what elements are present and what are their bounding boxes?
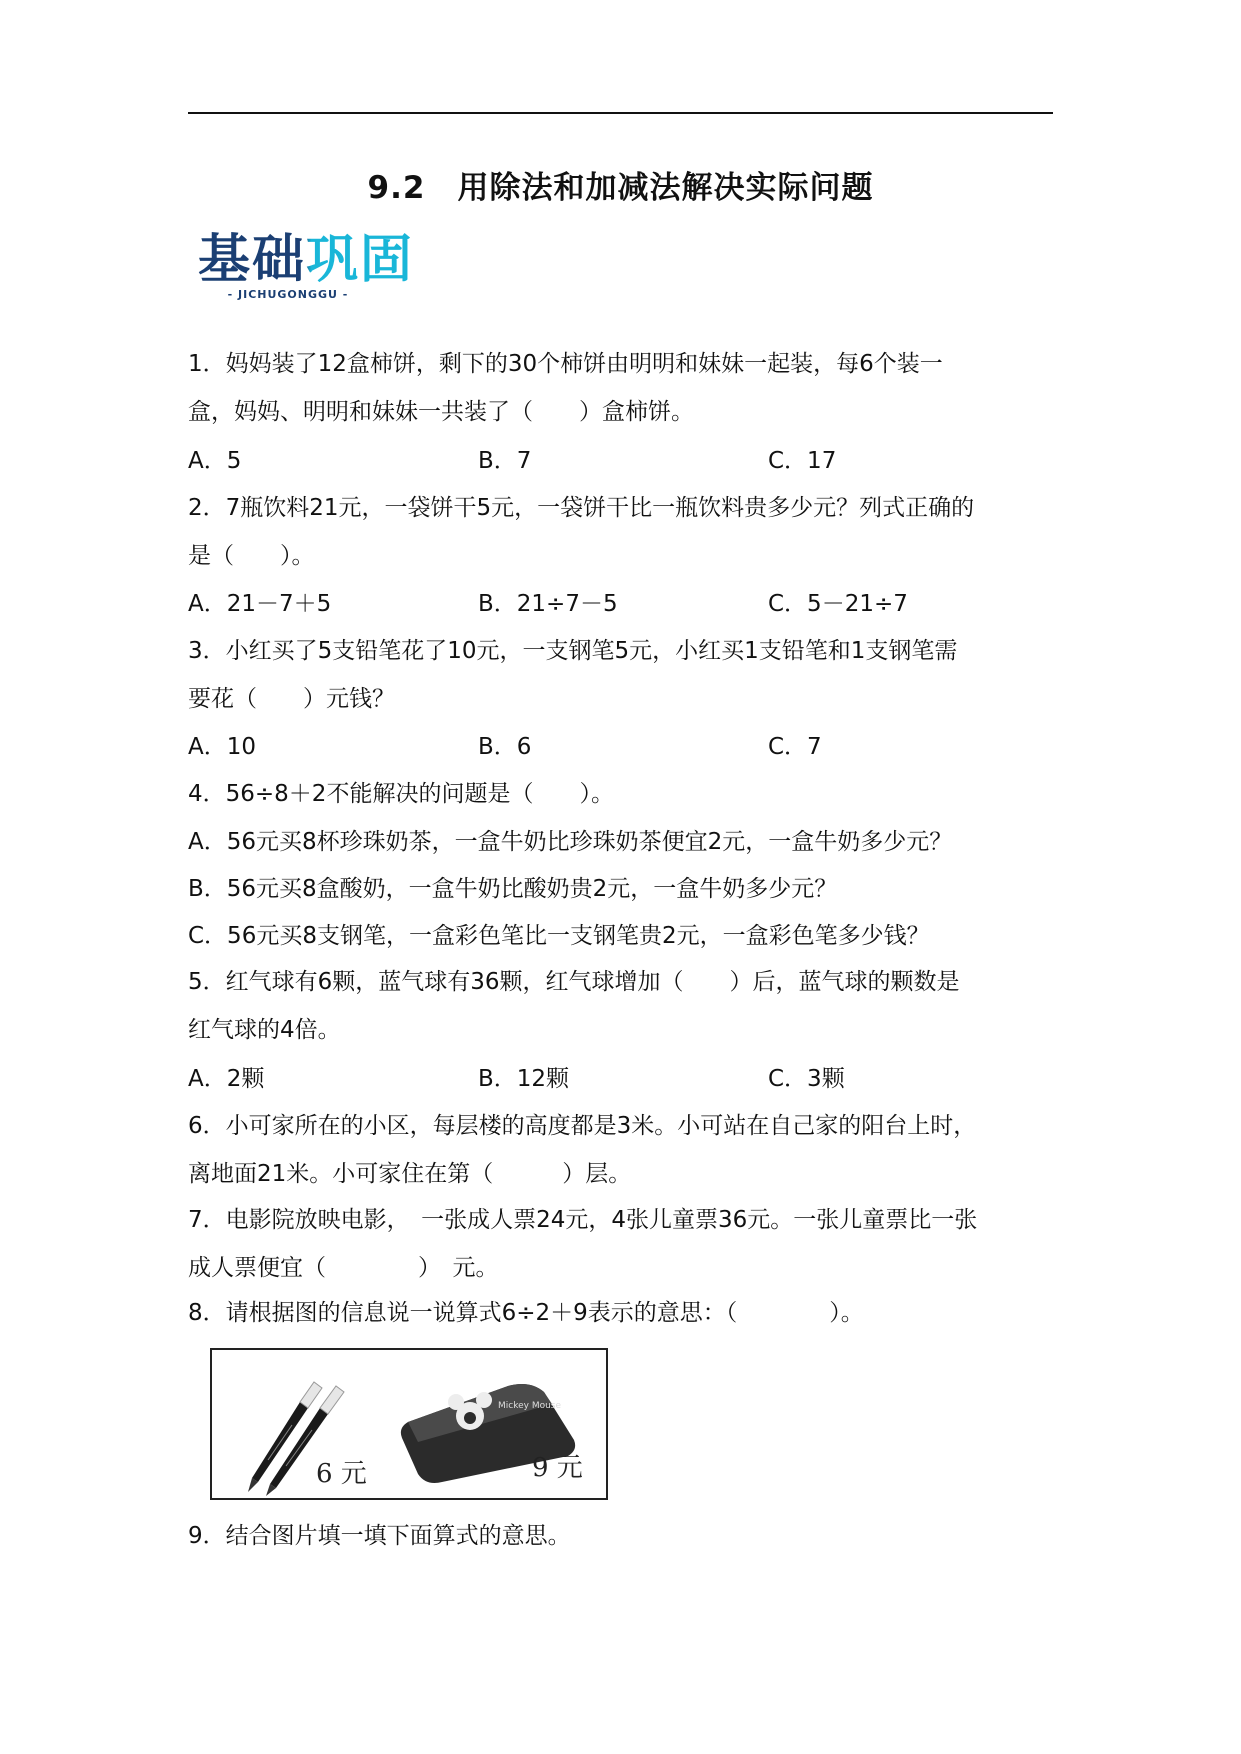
option-c: C．7 (768, 734, 822, 760)
question-text: 红气球的4倍。 (188, 1017, 341, 1043)
option-a: A．2颗 (188, 1066, 265, 1092)
question-text: 4．56÷8＋2不能解决的问题是（ ）。 (188, 781, 614, 807)
question-text: 7．电影院放映电影， 一张成人票24元，4张儿童票36元。一张儿童票比一张 (188, 1207, 978, 1233)
question-text: 6．小可家所在的小区，每层楼的高度都是3米。小可站在自己家的阳台上时， (188, 1113, 977, 1139)
question-3 (188, 627, 1058, 723)
question-9 (188, 1512, 1058, 1560)
question-6 (188, 1102, 1058, 1198)
option-c: C．17 (768, 448, 837, 474)
question-text: 离地面21米。小可家住在第（ ）层。 (188, 1161, 632, 1187)
case-price: 9 元 (532, 1453, 583, 1483)
question-text: 成人票便宜（ ） 元。 (188, 1255, 499, 1281)
pens-price: 6 元 (316, 1459, 367, 1489)
question-text: 8．请根据图的信息说一说算式6÷2＋9表示的意思：（ ）。 (188, 1300, 864, 1326)
question-2 (188, 484, 1058, 580)
page-title: 9.2 用除法和加减法解决实际问题 (367, 170, 874, 206)
question-7 (188, 1196, 1058, 1292)
header-rule (188, 112, 1053, 114)
question-text: 9．结合图片填一填下面算式的意思。 (188, 1523, 571, 1549)
option-b: B．56元买8盒酸奶，一盒牛奶比酸奶贵2元，一盒牛奶多少元？ (188, 876, 838, 902)
option-b: B．12颗 (478, 1066, 570, 1092)
question-8 (188, 1289, 1058, 1337)
badge-title: 基础巩固 (198, 230, 415, 290)
question-text: 1．妈妈装了12盒柿饼，剩下的30个柿饼由明明和妹妹一起装，每6个装一 (188, 351, 943, 377)
question-4 (188, 770, 1058, 818)
option-a: A．5 (188, 448, 242, 474)
badge-subtitle: - JICHUGONGGU - (227, 288, 349, 301)
option-a: A．10 (188, 734, 257, 760)
option-b: B．21÷7－5 (478, 591, 618, 617)
question-text: 是（ ）。 (188, 543, 315, 569)
option-c: C．56元买8支钢笔，一盒彩色笔比一支钢笔贵2元，一盒彩色笔多少钱？ (188, 923, 930, 949)
option-b: B．7 (478, 448, 532, 474)
question-text: 3．小红买了5支铅笔花了10元，一支钢笔5元，小红买1支铅笔和1支钢笔需 (188, 638, 958, 664)
question-text: 要花（ ）元钱？ (188, 686, 395, 712)
option-a: A．21－7＋5 (188, 591, 332, 617)
section-badge (198, 230, 416, 306)
question-text: 盒，妈妈、明明和妹妹一共装了（ ）盒柿饼。 (188, 399, 694, 425)
question-1 (188, 340, 1058, 436)
case-label: Mickey Mouse (498, 1401, 562, 1411)
question-text: 5．红气球有6颗，蓝气球有36颗，红气球增加（ ）后，蓝气球的颗数是 (188, 969, 960, 995)
pens-and-pencil-case-image (212, 1350, 606, 1498)
option-c: C．5－21÷7 (768, 591, 908, 617)
question-text: 2．7瓶饮料21元，一袋饼干5元，一袋饼干比一瓶饮料贵多少元？列式正确的 (188, 495, 975, 521)
option-a: A．56元买8杯珍珠奶茶，一盒牛奶比珍珠奶茶便宜2元，一盒牛奶多少元？ (188, 829, 953, 855)
question-5 (188, 958, 1058, 1054)
option-c: C．3颗 (768, 1066, 845, 1092)
question-8-figure (210, 1348, 608, 1500)
option-b: B．6 (478, 734, 532, 760)
